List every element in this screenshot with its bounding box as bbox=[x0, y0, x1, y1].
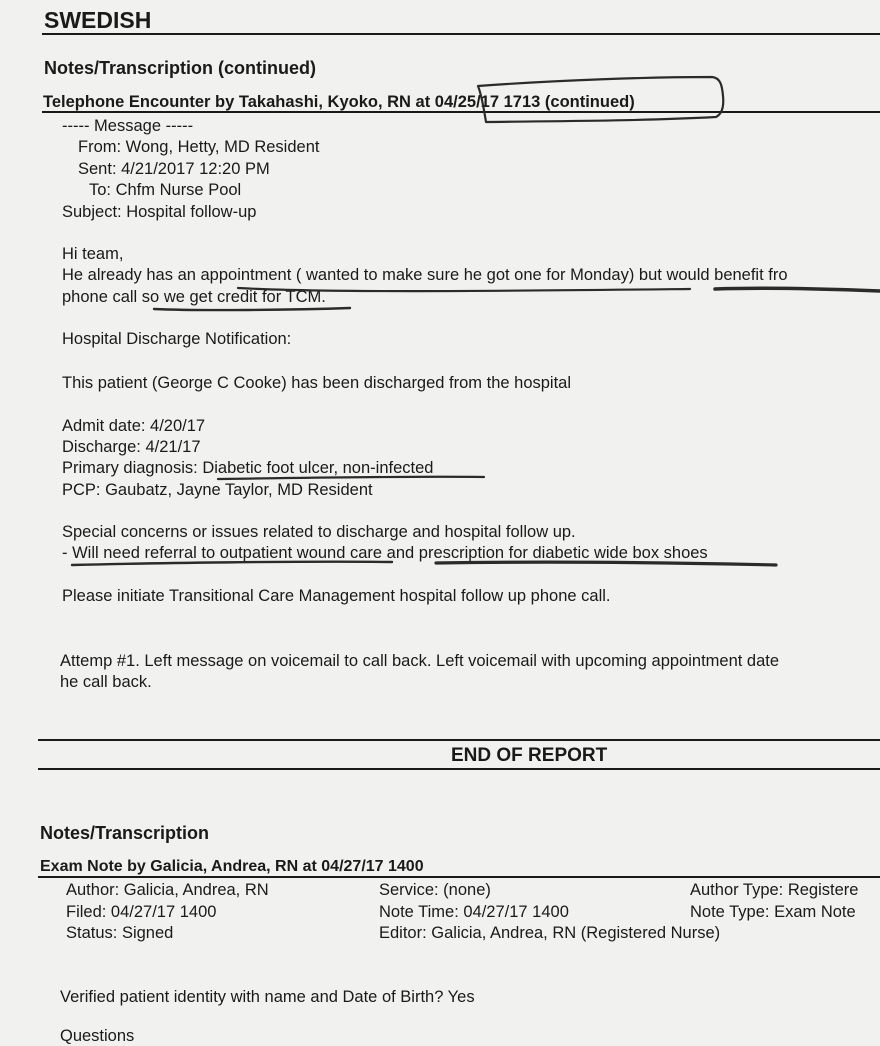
exam-note-type: Note Type: Exam Note bbox=[690, 903, 856, 921]
discharge-heading: Hospital Discharge Notification: bbox=[62, 330, 292, 348]
header-rule bbox=[42, 33, 880, 35]
attempt-line-2: he call back. bbox=[60, 673, 152, 691]
exam-editor: Editor: Galicia, Andrea, RN (Registered Nurse) bbox=[379, 924, 721, 942]
pcp: PCP: Gaubatz, Jayne Taylor, MD Resident bbox=[62, 481, 373, 499]
encounter-title-date: 04/25/17 1713 (continued) bbox=[434, 93, 635, 111]
body-line-1: He already has an appointment ( wanted to make sure he got one for Monday) but would benefit fro bbox=[62, 266, 788, 284]
exam-service: Service: (none) bbox=[379, 881, 491, 899]
pen-underline-3 bbox=[154, 308, 350, 310]
initiate-instruction: Please initiate Transitional Care Management hospital follow up phone call. bbox=[62, 587, 611, 605]
message-banner: ----- Message ----- bbox=[62, 117, 194, 135]
message-subject: Subject: Hospital follow-up bbox=[62, 203, 257, 221]
notes-heading: Notes/Transcription bbox=[40, 823, 210, 843]
greeting: Hi team, bbox=[62, 245, 124, 263]
discharge-date: Discharge: 4/21/17 bbox=[62, 438, 201, 456]
concern-item: - Will need referral to outpatient wound care and prescription for diabetic wide box shoes bbox=[62, 544, 708, 562]
encounter-title-main: Telephone Encounter by Takahashi, Kyoko, RN at bbox=[43, 93, 435, 111]
exam-status: Status: Signed bbox=[66, 924, 174, 942]
encounter-title-rule bbox=[42, 111, 880, 113]
exam-author: Author: Galicia, Andrea, RN bbox=[66, 881, 269, 899]
concerns-heading: Special concerns or issues related to discharge and hospital follow up. bbox=[62, 523, 576, 541]
admit-date: Admit date: 4/20/17 bbox=[62, 417, 206, 435]
discharged-statement: This patient (George C Cooke) has been discharged from the hospital bbox=[62, 374, 572, 392]
message-to: To: Chfm Nurse Pool bbox=[89, 181, 242, 199]
primary-diagnosis bbox=[62, 458, 433, 478]
message-from: From: Wong, Hetty, MD Resident bbox=[78, 138, 320, 156]
cutoff-line: Questions bbox=[60, 1027, 135, 1045]
body-line-2: phone call so we get credit for TCM. bbox=[62, 288, 326, 306]
exam-filed: Filed: 04/27/17 1400 bbox=[66, 903, 217, 921]
end-report-rule-top bbox=[38, 739, 880, 741]
encounter-title bbox=[43, 92, 635, 112]
end-of-report: END OF REPORT bbox=[451, 745, 608, 766]
primary-diagnosis-value: Diabetic foot ulcer, non-infected bbox=[202, 459, 434, 477]
message-sent: Sent: 4/21/2017 12:20 PM bbox=[78, 160, 270, 178]
end-report-rule-bottom bbox=[38, 768, 880, 770]
primary-diagnosis-label: Primary diagnosis: bbox=[62, 459, 203, 477]
exam-author-type: Author Type: Registere bbox=[690, 881, 859, 899]
exam-note-rule bbox=[38, 876, 880, 878]
exam-note-time: Note Time: 04/27/17 1400 bbox=[379, 903, 569, 921]
section-heading-continued: Notes/Transcription (continued) bbox=[44, 58, 317, 78]
attempt-line-1: Attemp #1. Left message on voicemail to call back. Left voicemail with upcoming appointment date bbox=[60, 652, 780, 670]
exam-note-title: Exam Note by Galicia, Andrea, RN at 04/27/17 1400 bbox=[40, 858, 424, 875]
org-name: SWEDISH bbox=[44, 7, 152, 33]
verified-identity: Verified patient identity with name and Date of Birth? Yes bbox=[60, 988, 475, 1006]
pen-underline-2 bbox=[715, 288, 880, 291]
